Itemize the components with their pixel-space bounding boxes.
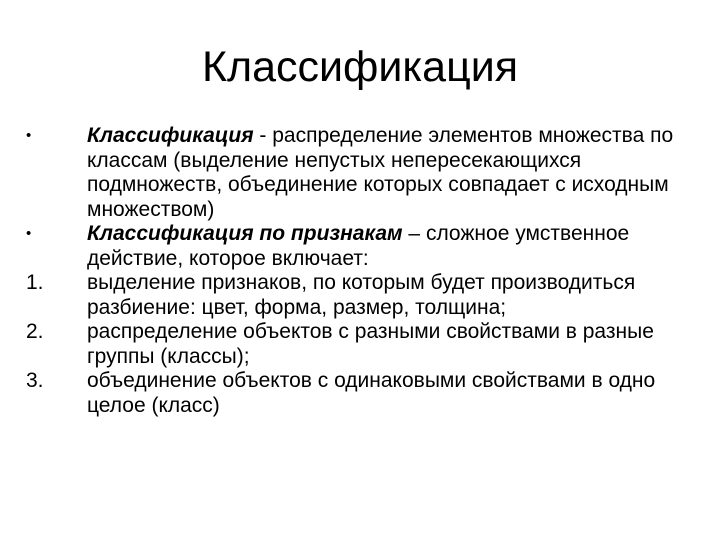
list-item-classification-by-features (24, 222, 694, 271)
bullet-marker: • (26, 225, 32, 242)
number-marker: 1. (26, 271, 44, 294)
numbered-item-text: выделение признаков, по которым будет производиться разбиение: цвет, форма, размер, толщина; (87, 271, 636, 319)
list-item-definition (24, 124, 694, 222)
term-emphasis: Классификация (87, 124, 254, 147)
number-marker: 2. (26, 320, 44, 343)
bullet-marker: • (26, 127, 32, 144)
number-marker: 3. (26, 369, 44, 392)
numbered-item-2 (24, 320, 694, 369)
list-item-text (87, 124, 694, 222)
slide-title: Классификация (201, 43, 519, 91)
term-definition: – сложное умственное действие, которое включает: (87, 222, 630, 270)
slide-content (24, 124, 694, 418)
numbered-item-text: объединение объектов с одинаковыми свойствами в одно целое (класс) (87, 369, 656, 417)
term-emphasis: Классификация по признакам (87, 222, 403, 245)
numbered-item-text: распределение объектов с разными свойствами в разные группы (классы); (87, 320, 654, 368)
list-item-text (87, 222, 694, 271)
numbered-item-1 (24, 271, 694, 320)
numbered-item-3 (24, 369, 694, 418)
term-definition: - распределение элементов множества по классам (выделение непустых непересекающихся подмножеств, объединение которых совпадает с исходным множеством) (87, 124, 674, 221)
